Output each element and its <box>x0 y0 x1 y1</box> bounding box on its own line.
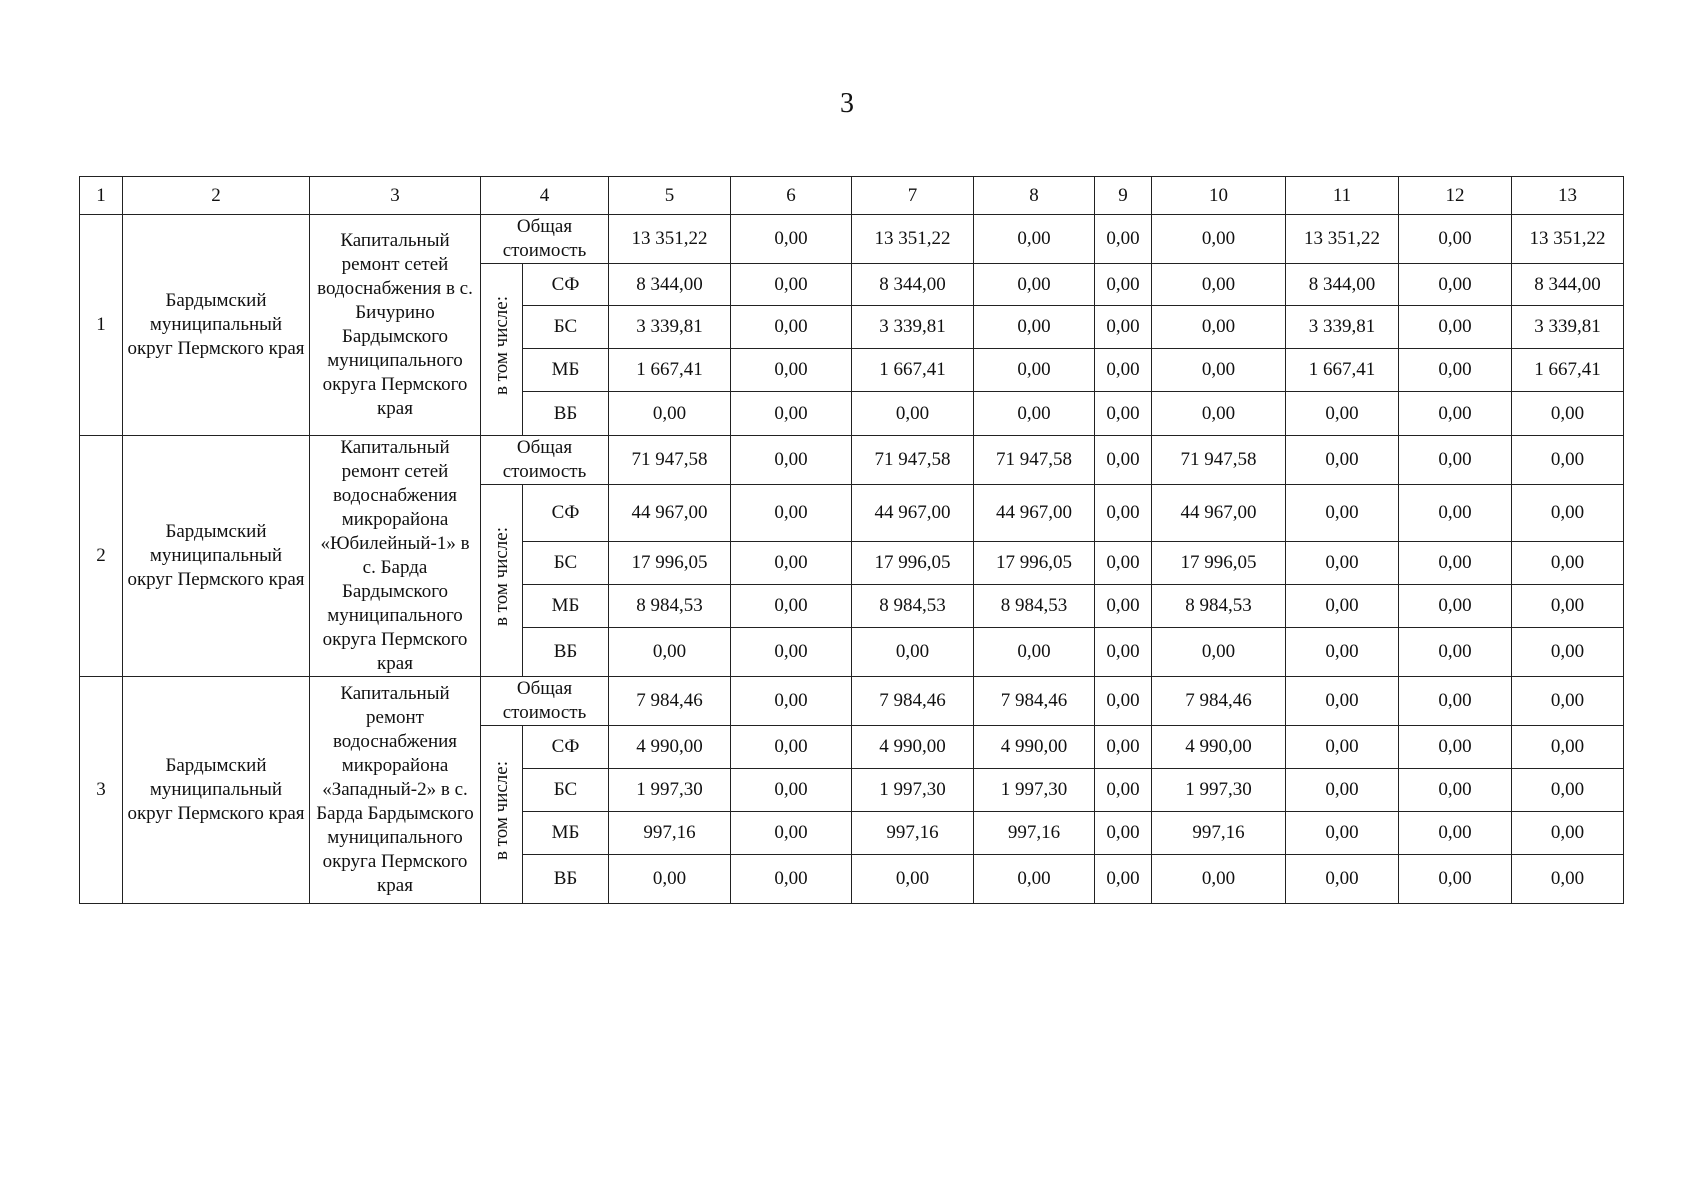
value-cell: 0,00 <box>1512 855 1624 904</box>
value-cell: 0,00 <box>1095 855 1152 904</box>
source-code: БС <box>523 769 609 812</box>
value-cell: 0,00 <box>974 855 1095 904</box>
total-row <box>80 436 1624 485</box>
value-cell: 0,00 <box>1286 726 1399 769</box>
value-cell: 0,00 <box>1399 628 1512 677</box>
value-cell: 0,00 <box>1286 585 1399 628</box>
value-cell: 0,00 <box>852 392 974 436</box>
value-cell: 8 984,53 <box>1152 585 1286 628</box>
source-code: ВБ <box>523 855 609 904</box>
value-cell: 0,00 <box>974 628 1095 677</box>
value-cell: 0,00 <box>1286 542 1399 585</box>
source-code: ВБ <box>523 628 609 677</box>
value-cell: 7 984,46 <box>974 677 1095 726</box>
value-cell: 8 344,00 <box>852 264 974 306</box>
value-cell: 0,00 <box>974 392 1095 436</box>
value-cell: 0,00 <box>1095 306 1152 349</box>
value-cell: 0,00 <box>731 392 852 436</box>
source-code: МБ <box>523 812 609 855</box>
including-label-cell <box>481 485 523 677</box>
value-cell: 0,00 <box>1286 436 1399 485</box>
value-cell: 0,00 <box>1512 677 1624 726</box>
value-cell: 17 996,05 <box>1152 542 1286 585</box>
value-cell: 0,00 <box>1399 812 1512 855</box>
value-cell: 0,00 <box>1152 264 1286 306</box>
source-code: МБ <box>523 585 609 628</box>
value-cell: 0,00 <box>731 726 852 769</box>
page-number: 3 <box>840 88 854 119</box>
source-code: МБ <box>523 349 609 392</box>
value-cell: 8 344,00 <box>1286 264 1399 306</box>
total-label: Общая стоимость <box>481 215 609 264</box>
value-cell: 44 967,00 <box>974 485 1095 542</box>
value-cell: 0,00 <box>1512 628 1624 677</box>
header-cell: 13 <box>1512 177 1624 215</box>
value-cell: 4 990,00 <box>609 726 731 769</box>
value-cell: 3 339,81 <box>852 306 974 349</box>
value-cell: 0,00 <box>1399 485 1512 542</box>
value-cell: 1 997,30 <box>609 769 731 812</box>
value-cell: 17 996,05 <box>852 542 974 585</box>
source-code: БС <box>523 306 609 349</box>
value-cell: 0,00 <box>1152 349 1286 392</box>
value-cell: 0,00 <box>731 436 852 485</box>
value-cell: 0,00 <box>1095 264 1152 306</box>
value-cell: 0,00 <box>731 542 852 585</box>
value-cell: 0,00 <box>731 349 852 392</box>
header-cell: 5 <box>609 177 731 215</box>
total-label: Общая стоимость <box>481 436 609 485</box>
value-cell: 0,00 <box>1095 392 1152 436</box>
value-cell: 0,00 <box>1512 812 1624 855</box>
value-cell: 0,00 <box>731 628 852 677</box>
including-label: в том числе: <box>490 296 512 396</box>
source-code: СФ <box>523 726 609 769</box>
value-cell: 0,00 <box>852 855 974 904</box>
value-cell: 3 339,81 <box>609 306 731 349</box>
row-number: 2 <box>80 436 123 677</box>
value-cell: 0,00 <box>1152 306 1286 349</box>
value-cell: 0,00 <box>1512 585 1624 628</box>
value-cell: 0,00 <box>852 628 974 677</box>
value-cell: 0,00 <box>1286 628 1399 677</box>
project-cell: Капитальный ремонт сетей водоснабжения микрорайона «Юбилейный-1» в с. Барда Бардымского муниципального округа Пермского края <box>310 436 481 677</box>
value-cell: 1 667,41 <box>1286 349 1399 392</box>
value-cell: 0,00 <box>731 264 852 306</box>
value-cell: 0,00 <box>1286 769 1399 812</box>
header-cell: 3 <box>310 177 481 215</box>
project-cell: Капитальный ремонт водоснабжения микрорайона «Западный-2» в с. Барда Бардымского муниципального округа Пермского края <box>310 677 481 904</box>
value-cell: 0,00 <box>1512 542 1624 585</box>
value-cell: 13 351,22 <box>852 215 974 264</box>
value-cell: 8 984,53 <box>852 585 974 628</box>
value-cell: 0,00 <box>731 306 852 349</box>
value-cell: 0,00 <box>609 855 731 904</box>
value-cell: 0,00 <box>1095 769 1152 812</box>
value-cell: 0,00 <box>1095 542 1152 585</box>
value-cell: 0,00 <box>1095 215 1152 264</box>
including-label-cell <box>481 264 523 436</box>
value-cell: 17 996,05 <box>609 542 731 585</box>
value-cell: 0,00 <box>974 264 1095 306</box>
value-cell: 997,16 <box>609 812 731 855</box>
source-code: ВБ <box>523 392 609 436</box>
value-cell: 8 984,53 <box>609 585 731 628</box>
value-cell: 44 967,00 <box>609 485 731 542</box>
value-cell: 0,00 <box>1399 585 1512 628</box>
value-cell: 0,00 <box>1399 436 1512 485</box>
value-cell: 0,00 <box>1399 392 1512 436</box>
value-cell: 0,00 <box>1399 677 1512 726</box>
source-code: СФ <box>523 485 609 542</box>
value-cell: 4 990,00 <box>852 726 974 769</box>
header-cell: 6 <box>731 177 852 215</box>
value-cell: 7 984,46 <box>1152 677 1286 726</box>
municipality-cell: Бардымский муниципальный округ Пермского края <box>123 215 310 436</box>
value-cell: 0,00 <box>609 628 731 677</box>
project-cell: Капитальный ремонт сетей водоснабжения в с. Бичурино Бардымского муниципального округа Пермского края <box>310 215 481 436</box>
value-cell: 997,16 <box>852 812 974 855</box>
value-cell: 1 667,41 <box>609 349 731 392</box>
value-cell: 1 667,41 <box>852 349 974 392</box>
value-cell: 0,00 <box>1399 349 1512 392</box>
source-code: БС <box>523 542 609 585</box>
value-cell: 0,00 <box>1095 585 1152 628</box>
value-cell: 997,16 <box>1152 812 1286 855</box>
value-cell: 8 344,00 <box>609 264 731 306</box>
value-cell: 0,00 <box>1095 436 1152 485</box>
value-cell: 0,00 <box>731 769 852 812</box>
municipality-cell: Бардымский муниципальный округ Пермского края <box>123 436 310 677</box>
value-cell: 0,00 <box>1095 812 1152 855</box>
value-cell: 0,00 <box>731 585 852 628</box>
value-cell: 0,00 <box>731 855 852 904</box>
value-cell: 13 351,22 <box>609 215 731 264</box>
row-number: 3 <box>80 677 123 904</box>
including-label: в том числе: <box>490 761 512 861</box>
value-cell: 71 947,58 <box>609 436 731 485</box>
value-cell: 44 967,00 <box>852 485 974 542</box>
value-cell: 0,00 <box>1095 485 1152 542</box>
value-cell: 0,00 <box>1286 855 1399 904</box>
value-cell: 71 947,58 <box>1152 436 1286 485</box>
total-row <box>80 677 1624 726</box>
value-cell: 0,00 <box>1399 306 1512 349</box>
value-cell: 0,00 <box>1399 215 1512 264</box>
header-cell: 11 <box>1286 177 1399 215</box>
value-cell: 0,00 <box>974 349 1095 392</box>
value-cell: 4 990,00 <box>1152 726 1286 769</box>
value-cell: 1 997,30 <box>852 769 974 812</box>
including-label: в том числе: <box>490 527 512 627</box>
value-cell: 8 344,00 <box>1512 264 1624 306</box>
value-cell: 71 947,58 <box>852 436 974 485</box>
value-cell: 13 351,22 <box>1286 215 1399 264</box>
value-cell: 7 984,46 <box>852 677 974 726</box>
value-cell: 0,00 <box>1512 485 1624 542</box>
value-cell: 0,00 <box>731 485 852 542</box>
budget-table <box>79 176 1624 904</box>
value-cell: 0,00 <box>974 306 1095 349</box>
value-cell: 0,00 <box>1286 677 1399 726</box>
value-cell: 0,00 <box>1152 392 1286 436</box>
value-cell: 0,00 <box>1152 855 1286 904</box>
header-cell: 2 <box>123 177 310 215</box>
value-cell: 0,00 <box>1095 726 1152 769</box>
value-cell: 7 984,46 <box>609 677 731 726</box>
value-cell: 3 339,81 <box>1286 306 1399 349</box>
value-cell: 0,00 <box>1095 349 1152 392</box>
value-cell: 0,00 <box>609 392 731 436</box>
value-cell: 1 997,30 <box>974 769 1095 812</box>
value-cell: 0,00 <box>1095 628 1152 677</box>
value-cell: 4 990,00 <box>974 726 1095 769</box>
value-cell: 0,00 <box>1399 264 1512 306</box>
value-cell: 0,00 <box>1152 628 1286 677</box>
value-cell: 8 984,53 <box>974 585 1095 628</box>
value-cell: 0,00 <box>1512 726 1624 769</box>
value-cell: 997,16 <box>974 812 1095 855</box>
value-cell: 13 351,22 <box>1512 215 1624 264</box>
value-cell: 0,00 <box>974 215 1095 264</box>
municipality-cell: Бардымский муниципальный округ Пермского края <box>123 677 310 904</box>
source-code: СФ <box>523 264 609 306</box>
including-label-cell <box>481 726 523 904</box>
header-cell: 9 <box>1095 177 1152 215</box>
value-cell: 44 967,00 <box>1152 485 1286 542</box>
total-row <box>80 215 1624 264</box>
header-row <box>80 177 1624 215</box>
value-cell: 0,00 <box>1286 392 1399 436</box>
value-cell: 0,00 <box>1286 812 1399 855</box>
header-cell: 1 <box>80 177 123 215</box>
value-cell: 0,00 <box>1399 726 1512 769</box>
header-cell: 10 <box>1152 177 1286 215</box>
value-cell: 71 947,58 <box>974 436 1095 485</box>
value-cell: 0,00 <box>731 215 852 264</box>
header-cell: 12 <box>1399 177 1512 215</box>
value-cell: 0,00 <box>731 812 852 855</box>
value-cell: 1 667,41 <box>1512 349 1624 392</box>
value-cell: 0,00 <box>1152 215 1286 264</box>
header-cell: 7 <box>852 177 974 215</box>
value-cell: 0,00 <box>1512 436 1624 485</box>
value-cell: 0,00 <box>1399 855 1512 904</box>
total-label: Общая стоимость <box>481 677 609 726</box>
header-cell: 8 <box>974 177 1095 215</box>
row-number: 1 <box>80 215 123 436</box>
value-cell: 17 996,05 <box>974 542 1095 585</box>
value-cell: 0,00 <box>1399 542 1512 585</box>
value-cell: 0,00 <box>731 677 852 726</box>
value-cell: 0,00 <box>1095 677 1152 726</box>
value-cell: 3 339,81 <box>1512 306 1624 349</box>
value-cell: 0,00 <box>1399 769 1512 812</box>
value-cell: 1 997,30 <box>1152 769 1286 812</box>
value-cell: 0,00 <box>1286 485 1399 542</box>
header-cell: 4 <box>481 177 609 215</box>
value-cell: 0,00 <box>1512 769 1624 812</box>
value-cell: 0,00 <box>1512 392 1624 436</box>
